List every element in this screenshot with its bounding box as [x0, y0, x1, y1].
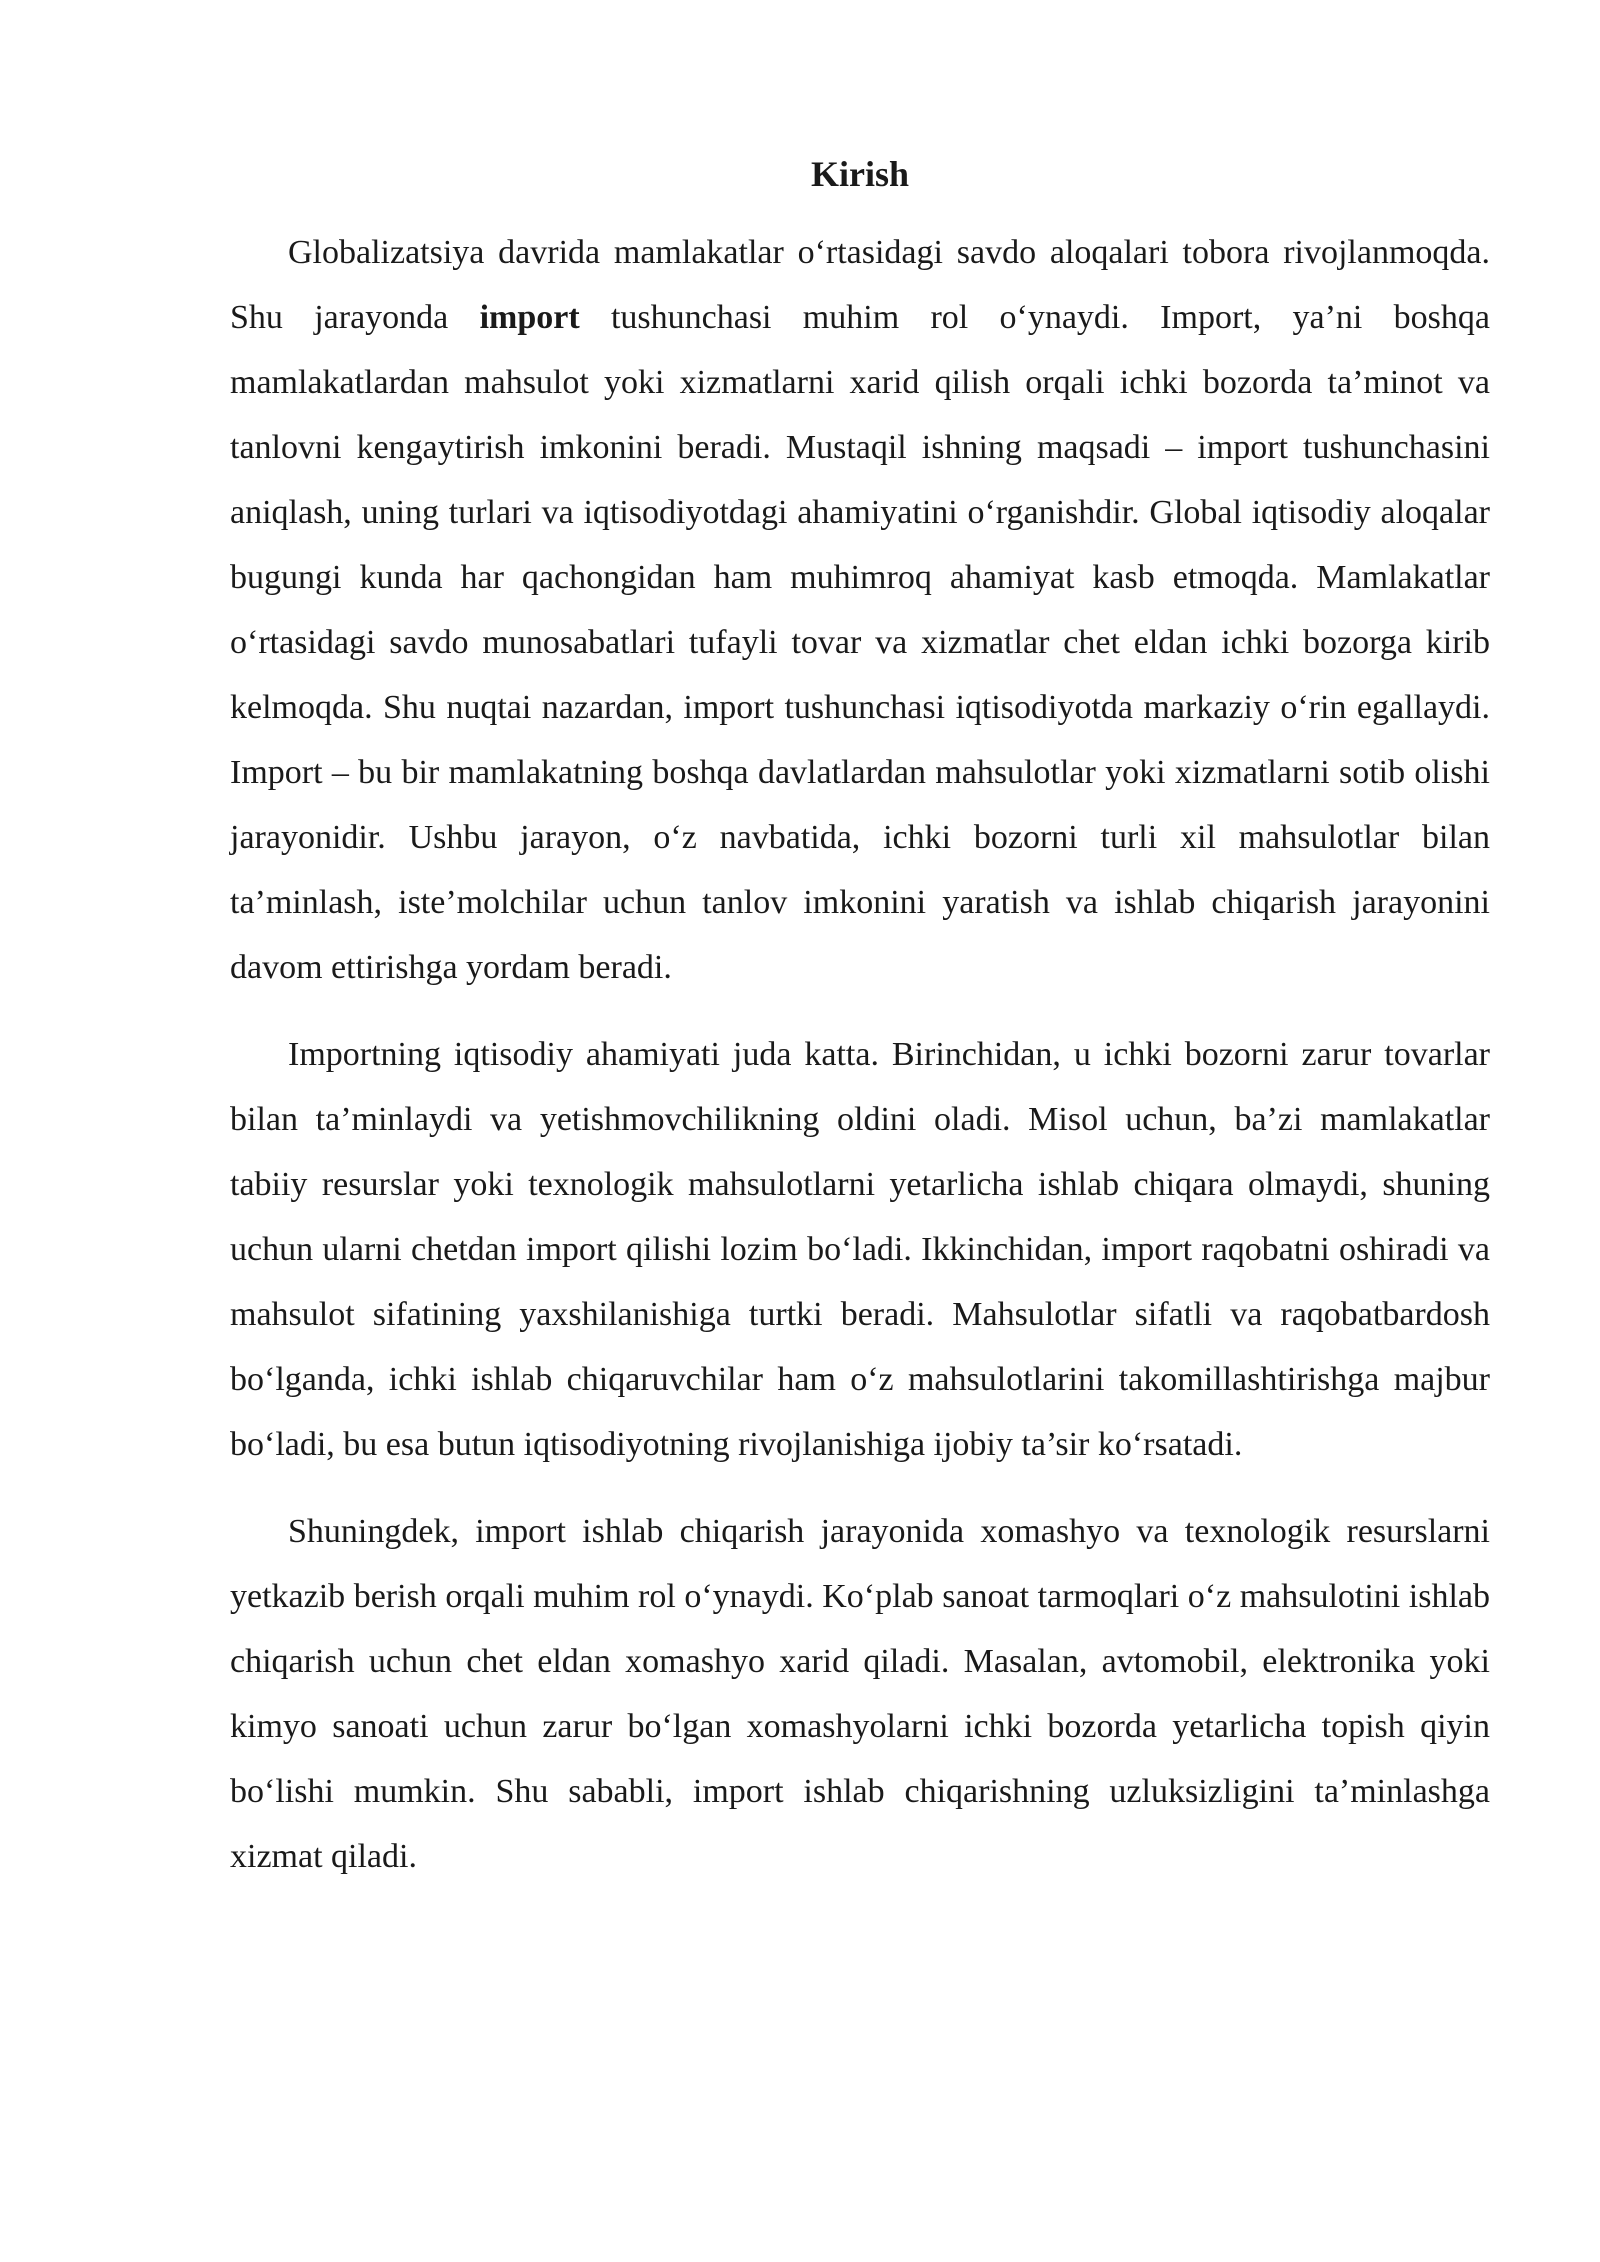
paragraph: [230, 1022, 1490, 1477]
document-title: Kirish: [810, 154, 909, 194]
paragraph-text: tushunchasi muhim rol o‘ynaydi. Import, ya’ni boshqa mamlakatlardan mahsulot yoki xizmatlarni xarid qilish orqali ichki bozorda ta’minot va tanlovni kengaytirish imkonini beradi. Mustaqil ishning maqsadi – import tushunchasini aniqlash, uning turlari va iqtisodiyotdagi ahamiyatini o‘rganishdir. Global iqtisodiy aloqalar bugungi kunda har qachongidan ham muhimroq ahamiyat kasb etmoqda. Mamlakatlar o‘rtasidagi savdo munosabatlari tufayli tovar va xizmatlar chet eldan ichki bozorga kirib kelmoqda. Shu nuqtai nazardan, import tushunchasi iqtisodiyotda markaziy o‘rin egallaydi. Import – bu bir mamlakatning boshqa davlatlardan mahsulotlar yoki xizmatlarni sotib olishi jarayonidir. Ushbu jarayon, o‘z navbatida, ichki bozorni turli xil mahsulotlar bilan ta’minlash, iste’molchilar uchun tanlov imkonini yaratish va ishlab chiqarish jarayonini davom ettirishga yordam beradi.: [230, 299, 1490, 986]
paragraph-text: Globalizatsiya davrida mamlakatlar o‘rtasidagi savdo aloqalari tobora rivojlanmoqda. Shu jarayonda: [230, 234, 1490, 336]
paragraph: [230, 220, 1490, 1000]
paragraph-list: [230, 220, 1490, 1889]
paragraph-text: Shuningdek, import ishlab chiqarish jarayonida xomashyo va texnologik resurslarni yetkazib berish orqali muhim rol o‘ynaydi. Ko‘plab sanoat tarmoqlari o‘z mahsulotini ishlab chiqarish uchun chet eldan xomashyo xarid qiladi. Masalan, avtomobil, elektronika yoki kimyo sanoati uchun zarur bo‘lgan xomashyolarni ichki bozorda yetarlicha topish qiyin bo‘lishi mumkin. Shu sababli, import ishlab chiqarishning uzluksizligini ta’minlashga xizmat qiladi.: [230, 1513, 1490, 1875]
paragraph: [230, 1499, 1490, 1889]
document-body: [230, 140, 1490, 1911]
bold-term: import: [479, 299, 580, 336]
paragraph-text: Importning iqtisodiy ahamiyati juda katta. Birinchidan, u ichki bozorni zarur tovarlar bilan ta’minlaydi va yetishmovchilikning oldini oladi. Misol uchun, ba’zi mamlakatlar tabiiy resurslar yoki texnologik mahsulotlarni yetarlicha ishlab chiqara olmaydi, shuning uchun ularni chetdan import qilishi lozim bo‘ladi. Ikkinchidan, import raqobatni oshiradi va mahsulot sifatining yaxshilanishiga turtki beradi. Mahsulotlar sifatli va raqobatbardosh bo‘lganda, ichki ishlab chiqaruvchilar ham o‘z mahsulotlarini takomillashtirishga majbur bo‘ladi, bu esa butun iqtisodiyotning rivojlanishiga ijobiy ta’sir ko‘rsatadi.: [230, 1036, 1490, 1463]
